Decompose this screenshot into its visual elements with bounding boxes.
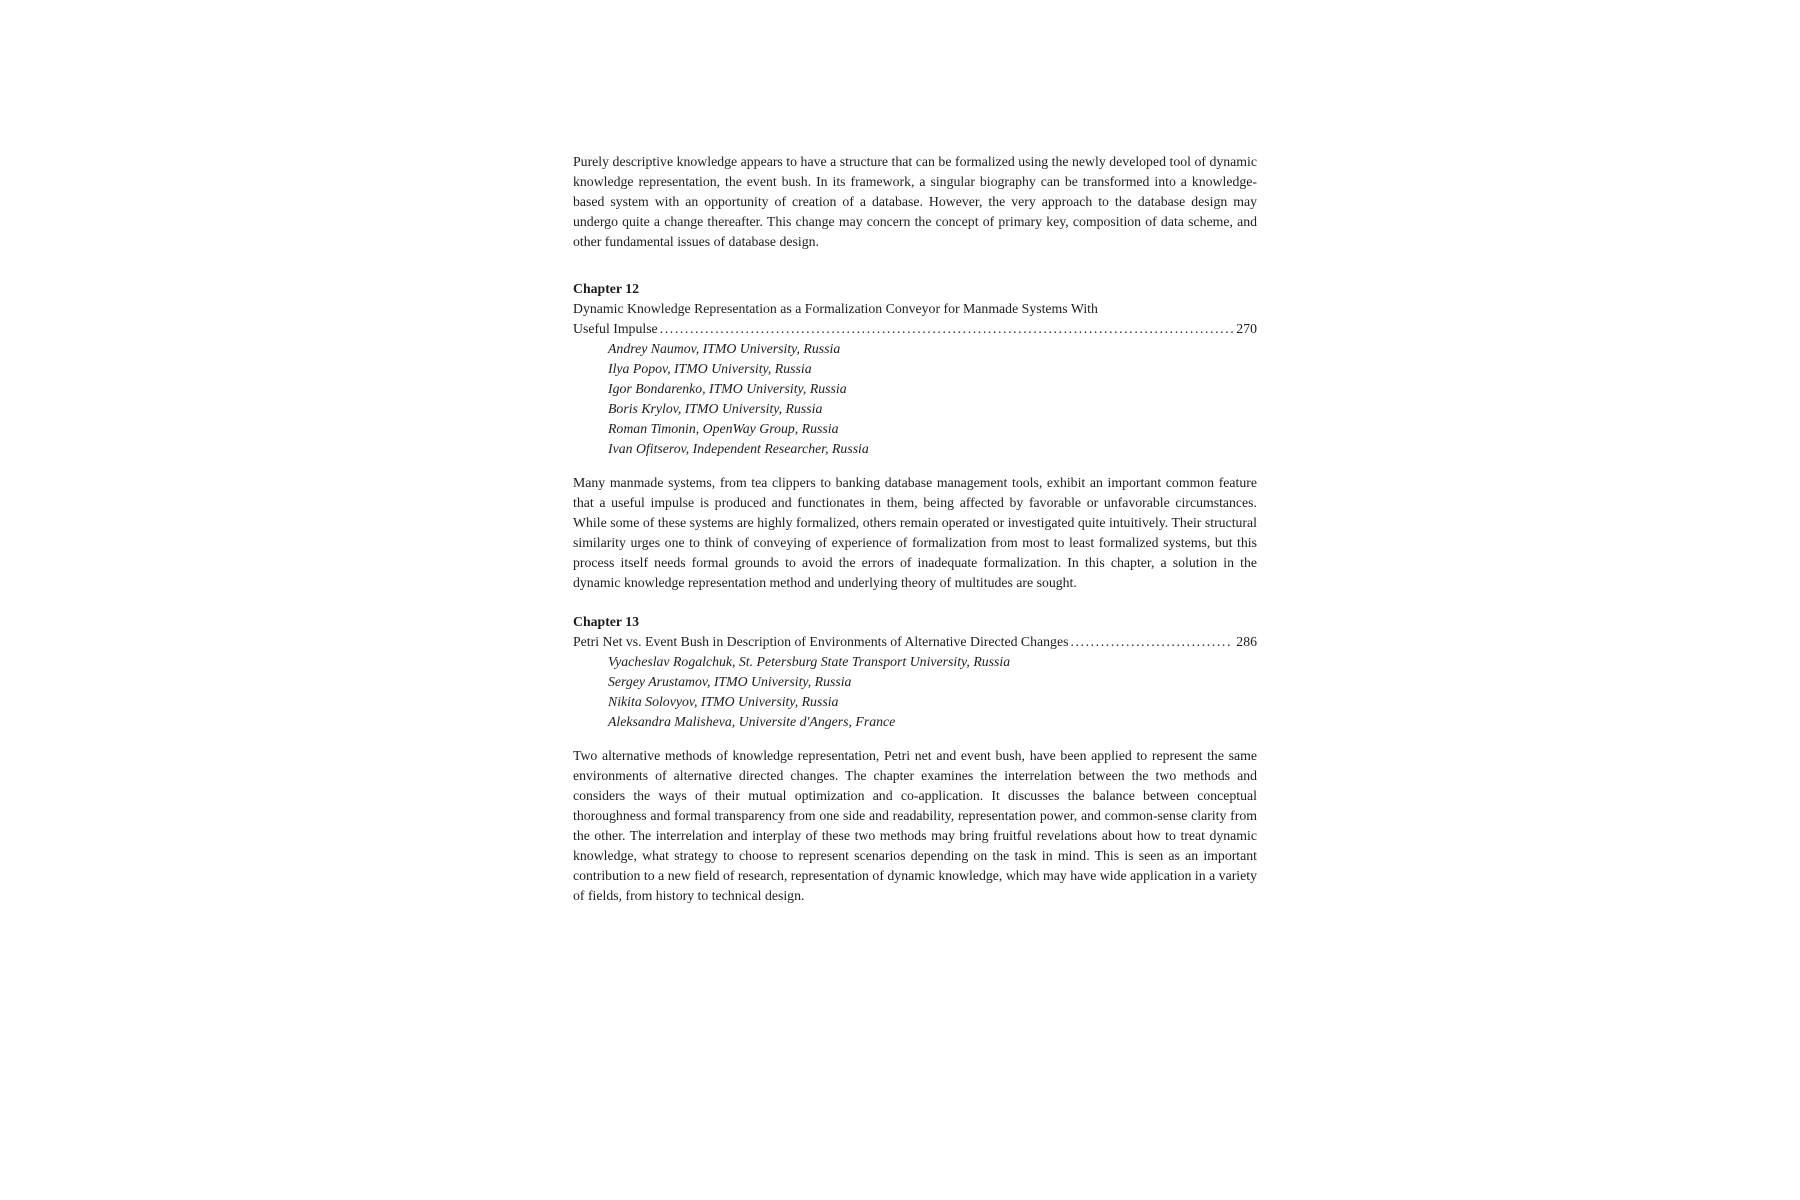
chapter-12-author-list [573, 339, 1257, 459]
author-line: Ilya Popov, ITMO University, Russia [608, 361, 812, 376]
author-line: Vyacheslav Rogalchuk, St. Petersburg State Transport University, Russia [608, 654, 1011, 669]
dot-leader [660, 319, 1234, 339]
chapter-12-heading: Chapter 12 [573, 281, 640, 296]
author-line: Roman Timonin, OpenWay Group, Russia [608, 421, 839, 436]
intro-paragraph: Purely descriptive knowledge appears to have a structure that can be formalized using the newly developed tool of dynamic knowledge representation, the event bush. In its framework, a singular biography can be transformed into a knowledge-based system with an opportunity of creation of a database. However, the very approach to the database design may undergo quite a change thereafter. This change may concern the concept of primary key, composition of data scheme, and other fundamental issues of database design. [573, 154, 1257, 249]
chapter-12-title-line1: Dynamic Knowledge Representation as a Formalization Conveyor for Manmade Systems With [573, 301, 1098, 316]
chapter-12-title-line2: Useful Impulse [573, 321, 658, 336]
toc-content [573, 152, 1257, 906]
author-line: Andrey Naumov, ITMO University, Russia [608, 341, 841, 356]
chapter-12-toc-row [573, 319, 1257, 339]
dot-leader [1070, 632, 1233, 652]
chapter-13-author-list [573, 652, 1257, 732]
chapter-13-toc-row [573, 632, 1257, 652]
chapter-13-heading: Chapter 13 [573, 614, 640, 629]
chapter-12-page-number: 270 [1236, 321, 1257, 336]
chapter-12-abstract: Many manmade systems, from tea clippers to banking database management tools, exhibit an important common feature that a useful impulse is produced and functionates in them, being affected by favorable or unfavorable circumstances. While some of these systems are highly formalized, others remain operated or investigated quite intuitively. Their structural similarity urges one to think of conveying of experience of formalization from most to least formalized systems, but this process itself needs formal grounds to avoid the errors of inadequate formalization. In this chapter, a solution in the dynamic knowledge representation method and underlying theory of multitudes are sought. [573, 475, 1257, 590]
author-line: Boris Krylov, ITMO University, Russia [608, 401, 823, 416]
chapter-13-abstract: Two alternative methods of knowledge representation, Petri net and event bush, have been applied to represent the same environments of alternative directed changes. The chapter examines the interrelation between the two methods and considers the ways of their mutual optimization and co-application. It discusses the balance between conceptual thoroughness and formal transparency from one side and readability, representation power, and common-sense clarity from the other. The interrelation and interplay of these two methods may bring fruitful revelations about how to treat dynamic knowledge, what strategy to choose to represent scenarios depending on the task in mind. This is seen as an important contribution to a new field of research, representation of dynamic knowledge, which may have wide application in a variety of fields, from history to technical design. [573, 748, 1257, 903]
author-line: Nikita Solovyov, ITMO University, Russia [608, 694, 839, 709]
chapter-13-page-number: 286 [1236, 634, 1257, 649]
chapter-13-title-line1: Petri Net vs. Event Bush in Description of Environments of Alternative Directed Changes [573, 634, 1069, 649]
author-line: Aleksandra Malisheva, Universite d'Angers, France [608, 714, 896, 729]
chapter-12-entry [573, 279, 1257, 593]
chapter-13-entry [573, 612, 1257, 906]
author-line: Igor Bondarenko, ITMO University, Russia [608, 381, 847, 396]
author-line: Ivan Ofitserov, Independent Researcher, Russia [608, 441, 869, 456]
author-line: Sergey Arustamov, ITMO University, Russia [608, 674, 852, 689]
